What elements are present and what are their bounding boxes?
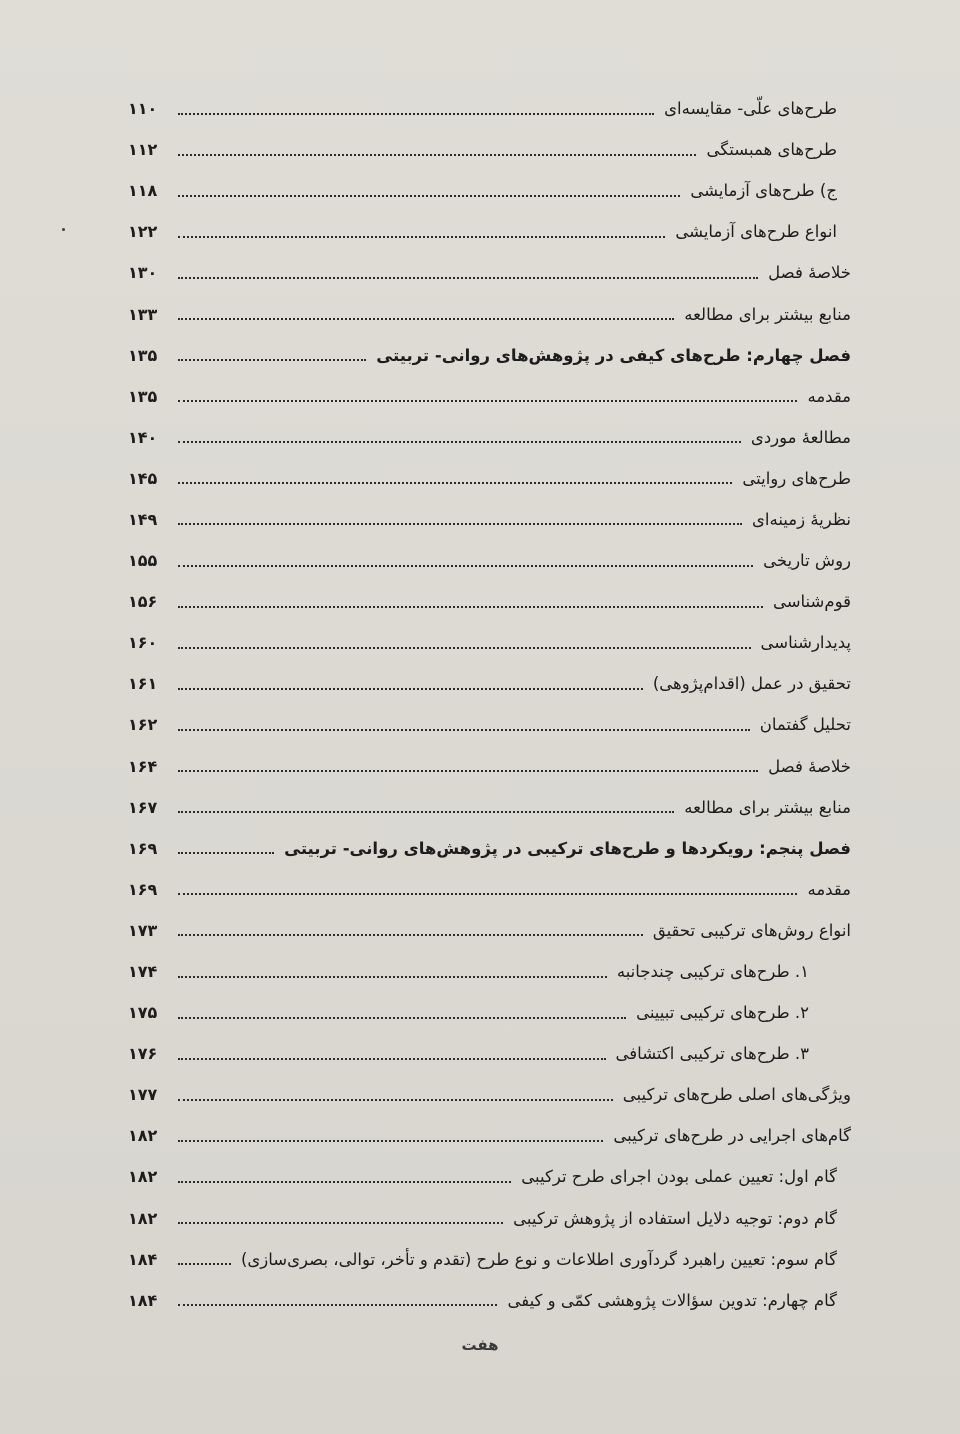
toc-entry-title: پدیدارشناسی xyxy=(760,633,851,653)
toc-entry xyxy=(128,746,851,787)
toc-entry xyxy=(128,458,851,499)
toc-entry-title: تحلیل گفتمان xyxy=(759,715,851,735)
dot-leader xyxy=(178,523,742,525)
toc-entry xyxy=(128,170,851,211)
toc-entry xyxy=(128,1033,851,1074)
toc-page-number: ۱۸۲ xyxy=(128,1126,158,1146)
toc-entry-title: روش تاریخی xyxy=(763,551,851,571)
toc-entry-title: انواع روش‌های ترکیبی تحقیق xyxy=(652,920,851,940)
toc-entry xyxy=(128,88,851,129)
dot-leader xyxy=(178,647,751,649)
toc-page-number: ۱۷۷ xyxy=(128,1085,158,1105)
toc-entry-title: گام دوم: توجیه دلایل استفاده از پژوهش ترکیبی xyxy=(513,1208,837,1228)
toc-entry-title: فصل پنجم: رویکردها و طرح‌های ترکیبی در پژوهش‌های روانی- تربیتی xyxy=(284,838,851,858)
toc-entry-title: طرح‌های روایتی xyxy=(742,468,851,488)
toc-page-number: ۱۴۹ xyxy=(128,509,158,529)
toc-entry-title: ج) طرح‌های آزمایشی xyxy=(690,181,837,201)
chapter-heading-entry xyxy=(128,335,851,376)
toc-entry-title: خلاصهٔ فصل xyxy=(768,756,851,776)
dot-leader xyxy=(178,1099,613,1101)
dot-leader xyxy=(178,318,674,320)
toc-entry xyxy=(128,211,851,252)
toc-entry-title: قوم‌شناسی xyxy=(772,592,851,612)
toc-entry xyxy=(128,499,851,540)
dot-leader xyxy=(178,113,654,115)
page-folio: هفت xyxy=(461,1336,499,1354)
dot-leader xyxy=(178,1181,511,1183)
toc-page-number: ۱۶۲ xyxy=(128,715,158,735)
toc-entry-title: گام سوم: تعیین راهبرد گردآوری اطلاعات و نوع طرح (تقدم و تأخر، توالی، بصری‌سازی) xyxy=(240,1249,837,1269)
toc-page-number: ۱۷۳ xyxy=(128,920,158,940)
toc-entry xyxy=(128,293,851,334)
toc-entry xyxy=(128,869,851,910)
toc-page-number: ۱۸۴ xyxy=(128,1249,158,1269)
dot-leader xyxy=(178,770,758,772)
dot-leader xyxy=(178,195,680,197)
toc-entry xyxy=(128,992,851,1033)
dot-leader xyxy=(178,565,753,567)
toc-page-number: ۱۱۰ xyxy=(128,99,158,119)
dot-leader xyxy=(178,1058,606,1060)
toc-entry-title: منابع بیشتر برای مطالعه xyxy=(684,304,851,324)
toc-page-number: ۱۱۲ xyxy=(128,140,158,160)
toc-entry-title: خلاصهٔ فصل xyxy=(768,263,851,283)
toc-page-number: ۱۶۷ xyxy=(128,797,158,817)
toc-entry xyxy=(128,1239,851,1280)
toc-page-number: ۱۲۲ xyxy=(128,222,158,242)
toc-page-number: ۱۸۲ xyxy=(128,1167,158,1187)
dot-leader xyxy=(178,236,665,238)
toc-entry xyxy=(128,540,851,581)
toc-entry-title: ۲. طرح‌های ترکیبی تبیینی xyxy=(636,1003,809,1023)
toc-entry-title: طرح‌های همبستگی xyxy=(706,140,837,160)
toc-entry-title: طرح‌های علّی- مقایسه‌ای xyxy=(664,99,837,119)
toc-entry xyxy=(128,910,851,951)
toc-entry-title: ویژگی‌های اصلی طرح‌های ترکیبی xyxy=(622,1085,851,1105)
toc-entry xyxy=(128,704,851,745)
dot-leader xyxy=(178,277,758,279)
toc-page-number: ۱۶۴ xyxy=(128,756,158,776)
toc-entry xyxy=(128,581,851,622)
toc-entry-title: مقدمه xyxy=(807,879,851,899)
dot-leader xyxy=(178,441,741,443)
toc-entry xyxy=(128,1280,851,1321)
toc-page-number: ۱۸۲ xyxy=(128,1208,158,1228)
toc-entry xyxy=(128,252,851,293)
toc-entry xyxy=(128,1074,851,1115)
dot-leader xyxy=(178,359,366,361)
dot-leader xyxy=(178,1017,626,1019)
toc-entry xyxy=(128,417,851,458)
toc-entry xyxy=(128,622,851,663)
toc-entry xyxy=(128,129,851,170)
toc-page-number: ۱۴۵ xyxy=(128,468,158,488)
toc-entry xyxy=(128,1156,851,1197)
dot-leader xyxy=(178,1222,503,1224)
toc-entry-title: ۳. طرح‌های ترکیبی اکتشافی xyxy=(615,1044,809,1064)
toc-entry xyxy=(128,1115,851,1156)
dot-leader xyxy=(178,976,607,978)
table-of-contents xyxy=(128,88,851,1321)
toc-page-number: ۱۶۹ xyxy=(128,879,158,899)
toc-entry-title: گام چهارم: تدوین سؤالات پژوهشی کمّی و کیفی xyxy=(507,1290,837,1310)
toc-page-number: ۱۸۴ xyxy=(128,1290,158,1310)
paper-speck xyxy=(62,228,65,231)
toc-page-number: ۱۷۵ xyxy=(128,1003,158,1023)
toc-page-number: ۱۱۸ xyxy=(128,181,158,201)
toc-entry-title: ۱. طرح‌های ترکیبی چندجانبه xyxy=(616,962,809,982)
toc-page-number: ۱۷۶ xyxy=(128,1044,158,1064)
toc-page-number: ۱۵۶ xyxy=(128,592,158,612)
dot-leader xyxy=(178,154,696,156)
toc-page-number: ۱۶۱ xyxy=(128,674,158,694)
toc-page-number: ۱۶۹ xyxy=(128,838,158,858)
toc-entry xyxy=(128,787,851,828)
dot-leader xyxy=(178,1140,603,1142)
toc-entry-title: تحقیق در عمل (اقدام‌پژوهی) xyxy=(652,674,851,694)
dot-leader xyxy=(178,688,643,690)
dot-leader xyxy=(178,1263,231,1265)
dot-leader xyxy=(178,811,674,813)
chapter-heading-entry xyxy=(128,828,851,869)
toc-page-number: ۱۳۵ xyxy=(128,386,158,406)
dot-leader xyxy=(178,606,763,608)
toc-entry-title: گام اول: تعیین عملی بودن اجرای طرح ترکیبی xyxy=(521,1167,837,1187)
toc-entry-title: نظریهٔ زمینه‌ای xyxy=(751,509,851,529)
dot-leader xyxy=(178,400,797,402)
toc-page-number: ۱۳۳ xyxy=(128,304,158,324)
toc-entry-title: منابع بیشتر برای مطالعه xyxy=(684,797,851,817)
toc-entry xyxy=(128,951,851,992)
toc-page-number: ۱۴۰ xyxy=(128,427,158,447)
dot-leader xyxy=(178,482,732,484)
toc-entry xyxy=(128,663,851,704)
toc-page-number: ۱۷۴ xyxy=(128,962,158,982)
toc-page-number: ۱۶۰ xyxy=(128,633,158,653)
toc-entry-title: فصل چهارم: طرح‌های کیفی در پژوهش‌های روانی- تربیتی xyxy=(376,345,851,365)
toc-entry-title: گام‌های اجرایی در طرح‌های ترکیبی xyxy=(613,1126,851,1146)
toc-entry xyxy=(128,376,851,417)
toc-page-number: ۱۵۵ xyxy=(128,551,158,571)
dot-leader xyxy=(178,893,797,895)
toc-entry-title: انواع طرح‌های آزمایشی xyxy=(675,222,837,242)
dot-leader xyxy=(178,934,643,936)
toc-entry-title: مقدمه xyxy=(807,386,851,406)
toc-page-number: ۱۳۵ xyxy=(128,345,158,365)
toc-entry xyxy=(128,1198,851,1239)
toc-page-number: ۱۳۰ xyxy=(128,263,158,283)
dot-leader xyxy=(178,852,274,854)
dot-leader xyxy=(178,1304,497,1306)
dot-leader xyxy=(178,729,750,731)
toc-entry-title: مطالعهٔ موردی xyxy=(750,427,851,447)
